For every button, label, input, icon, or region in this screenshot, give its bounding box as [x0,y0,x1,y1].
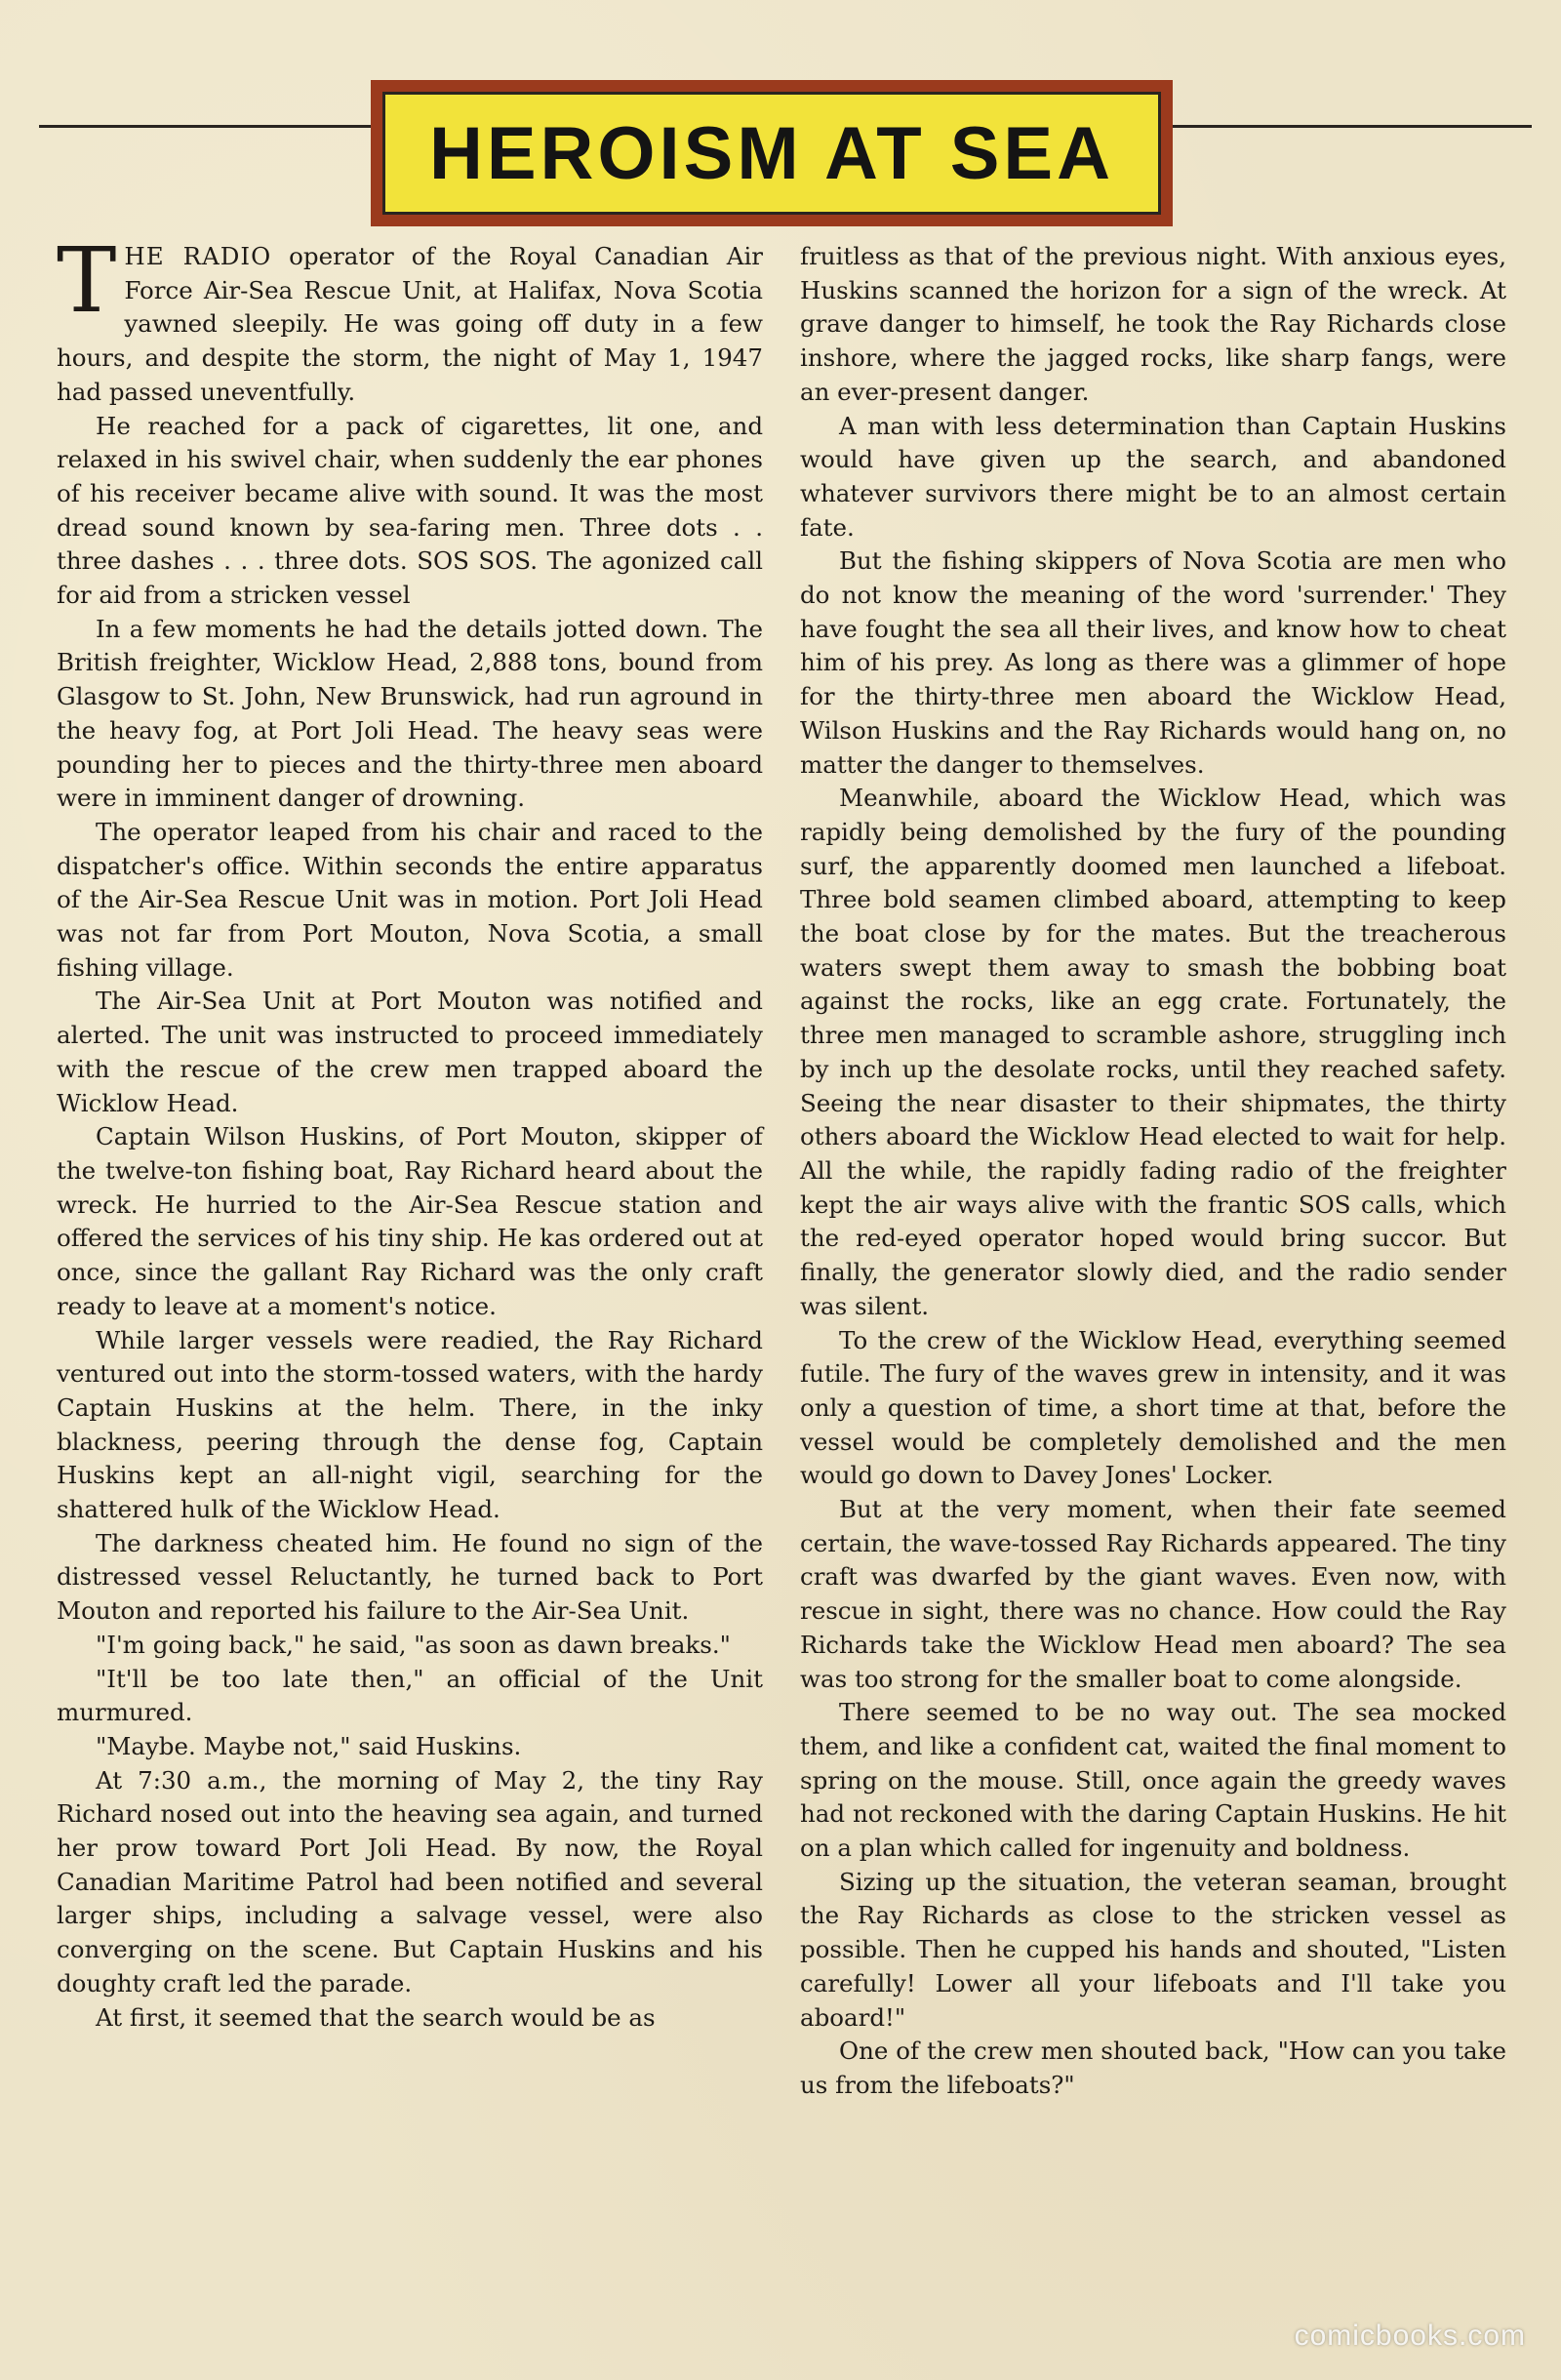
paragraph-18: To the crew of the Wicklow Head, everything seemed futile. The fury of the waves grew in intensity, and it was only a question of time, a short time at that, before the vessel would be completely demolished and the men would go down to Davey Jones' Locker. [800,1325,1506,1490]
paragraph-1-text: operator of the Royal Canadian Air Force Air-Sea Rescue Unit, at Halifax, Nova Scotia yawned sleepily. He was going off duty in a few hours, and despite the storm, the night of May 1, 1947 had passed uneventfully. [57,242,763,406]
paragraph-3: In a few moments he had the details jotted down. The British freighter, Wicklow Head, 2,888 tons, bound from Glasgow to St. John, New Brunswick, had run aground in the heavy fog, at Port Joli Head. The heavy seas were pounding her to pieces and the thirty-three men aboard were in imminent danger of drowning. [57,614,763,813]
page-title: HEROISM AT SEA [428,111,1115,195]
paragraph-15: A man with less determination than Captain Huskins would have given up the search, and abandoned whatever survivors there might be to an almost certain fate. [800,411,1506,542]
right-column [800,240,1506,2103]
paragraph-19: But at the very moment, when their fate seemed certain, the wave-tossed Ray Richards appeared. The tiny craft was dwarfed by the giant waves. Even now, with rescue in sight, there was no chance. How could the Ray Richards take the Wicklow Head men aboard? The sea was too strong for the smaller boat to come alongside. [800,1495,1506,1693]
paragraph-7: While larger vessels were readied, the Ray Richard ventured out into the storm-tossed waters, with the hardy Captain Huskins at the helm. There, in the inky blackness, peering through the dense fog, Captain Huskins kept an all-night vigil, searching for the shattered hulk of the Wicklow Head. [57,1325,763,1524]
paragraph-17: Meanwhile, aboard the Wicklow Head, which was rapidly being demolished by the fury of the pounding surf, the apparently doomed men launched a lifeboat. Three bold seamen climbed aboard, attempting to keep the boat close by for the mates. But the treacherous waters swept them away to smash the bobbing boat against the rocks, like an egg crate. Fortunately, the three men managed to scramble ashore, struggling inch by inch up the desolate rocks, until they reached safety. Seeing the near disaster to their shipmates, the thirty others aboard the Wicklow Head elected to wait for help. All the while, the rapidly fading radio of the freighter kept the air ways alive with the frantic SOS calls, which the red-eyed operator hoped would bring succor. But finally, the generator slowly died, and the radio sender was silent. [800,784,1506,1320]
drop-cap: T [57,228,117,333]
paragraph-10: "It'll be too late then," an official of the Unit murmured. [57,1664,763,1727]
paragraph-4: The operator leaped from his chair and raced to the dispatcher's office. Within seconds the entire apparatus of the Air-Sea Rescue Unit was in motion. Port Joli Head was not far from Port Mouton, Nova Scotia, a small fishing village. [57,817,763,982]
paragraph-20: There seemed to be no way out. The sea mocked them, and like a confident cat, waited the final moment to spring on the mouse. Still, once again the greedy waves had not reckoned with the daring Captain Huskins. He hit on a plan which called for ingenuity and boldness. [800,1698,1506,1863]
paragraph-21: Sizing up the situation, the veteran seaman, brought the Ray Richards as close to the stricken vessel as possible. Then he cupped his hands and shouted, "Listen carefully! Lower all your lifeboats and I'll take you aboard!" [800,1867,1506,2032]
paragraph-13: At first, it seemed that the search would be as [96,2002,656,2032]
paragraph-9: "I'm going back," he said, "as soon as dawn breaks." [96,1630,731,1659]
title-panel [382,92,1161,215]
left-column [57,228,763,2035]
watermark: comicbooks.com [1294,2319,1526,2352]
lead-caps: HE RADIO [124,242,272,270]
title-banner [371,80,1173,226]
paragraph-14: fruitless as that of the previous night. With anxious eyes, Huskins scanned the horizon for a sign of the wreck. At grave danger to himself, he took the Ray Richards close inshore, where the jagged rocks, like sharp fangs, were an ever-present danger. [800,242,1506,406]
paragraph-6: Captain Wilson Huskins, of Port Mouton, skipper of the twelve-ton fishing boat, Ray Richard heard about the wreck. He hurried to the Air-Sea Rescue station and offered the services of his tiny ship. He kas ordered out at once, since the gallant Ray Richard was the only craft ready to leave at a moment's notice. [57,1122,763,1320]
paragraph-22: One of the crew men shouted back, "How can you take us from the lifeboats?" [800,2037,1506,2099]
paragraph-8: The darkness cheated him. He found no sign of the distressed vessel Reluctantly, he turned back to Port Mouton and reported his failure to the Air-Sea Unit. [57,1528,763,1626]
paragraph-11: "Maybe. Maybe not," said Huskins. [96,1731,522,1760]
paragraph-12: At 7:30 a.m., the morning of May 2, the tiny Ray Richard nosed out into the heaving sea again, and turned her prow toward Port Joli Head. By now, the Royal Canadian Maritime Patrol had been notified and several larger ships, including a salvage vessel, were also converging on the scene. But Captain Huskins and his doughty craft led the parade. [57,1765,763,1997]
paragraph-1 [57,228,763,410]
paragraph-2: He reached for a pack of cigarettes, lit one, and relaxed in his swivel chair, when suddenly the ear phones of his receiver became alive with sound. It was the most dread sound known by sea-faring men. Three dots . . three dashes . . . three dots. SOS SOS. The agonized call for aid from a stricken vessel [57,411,763,610]
paragraph-5: The Air-Sea Unit at Port Mouton was notified and alerted. The unit was instructed to proceed immediately with the rescue of the crew men trapped aboard the Wicklow Head. [57,987,763,1117]
paragraph-16: But the fishing skippers of Nova Scotia are men who do not know the meaning of the word 'surrender.' They have fought the sea all their lives, and know how to cheat him of his prey. As long as there was a glimmer of hope for the thirty-three men aboard the Wicklow Head, Wilson Huskins and the Ray Richards would hang on, no matter the danger to themselves. [800,546,1506,779]
